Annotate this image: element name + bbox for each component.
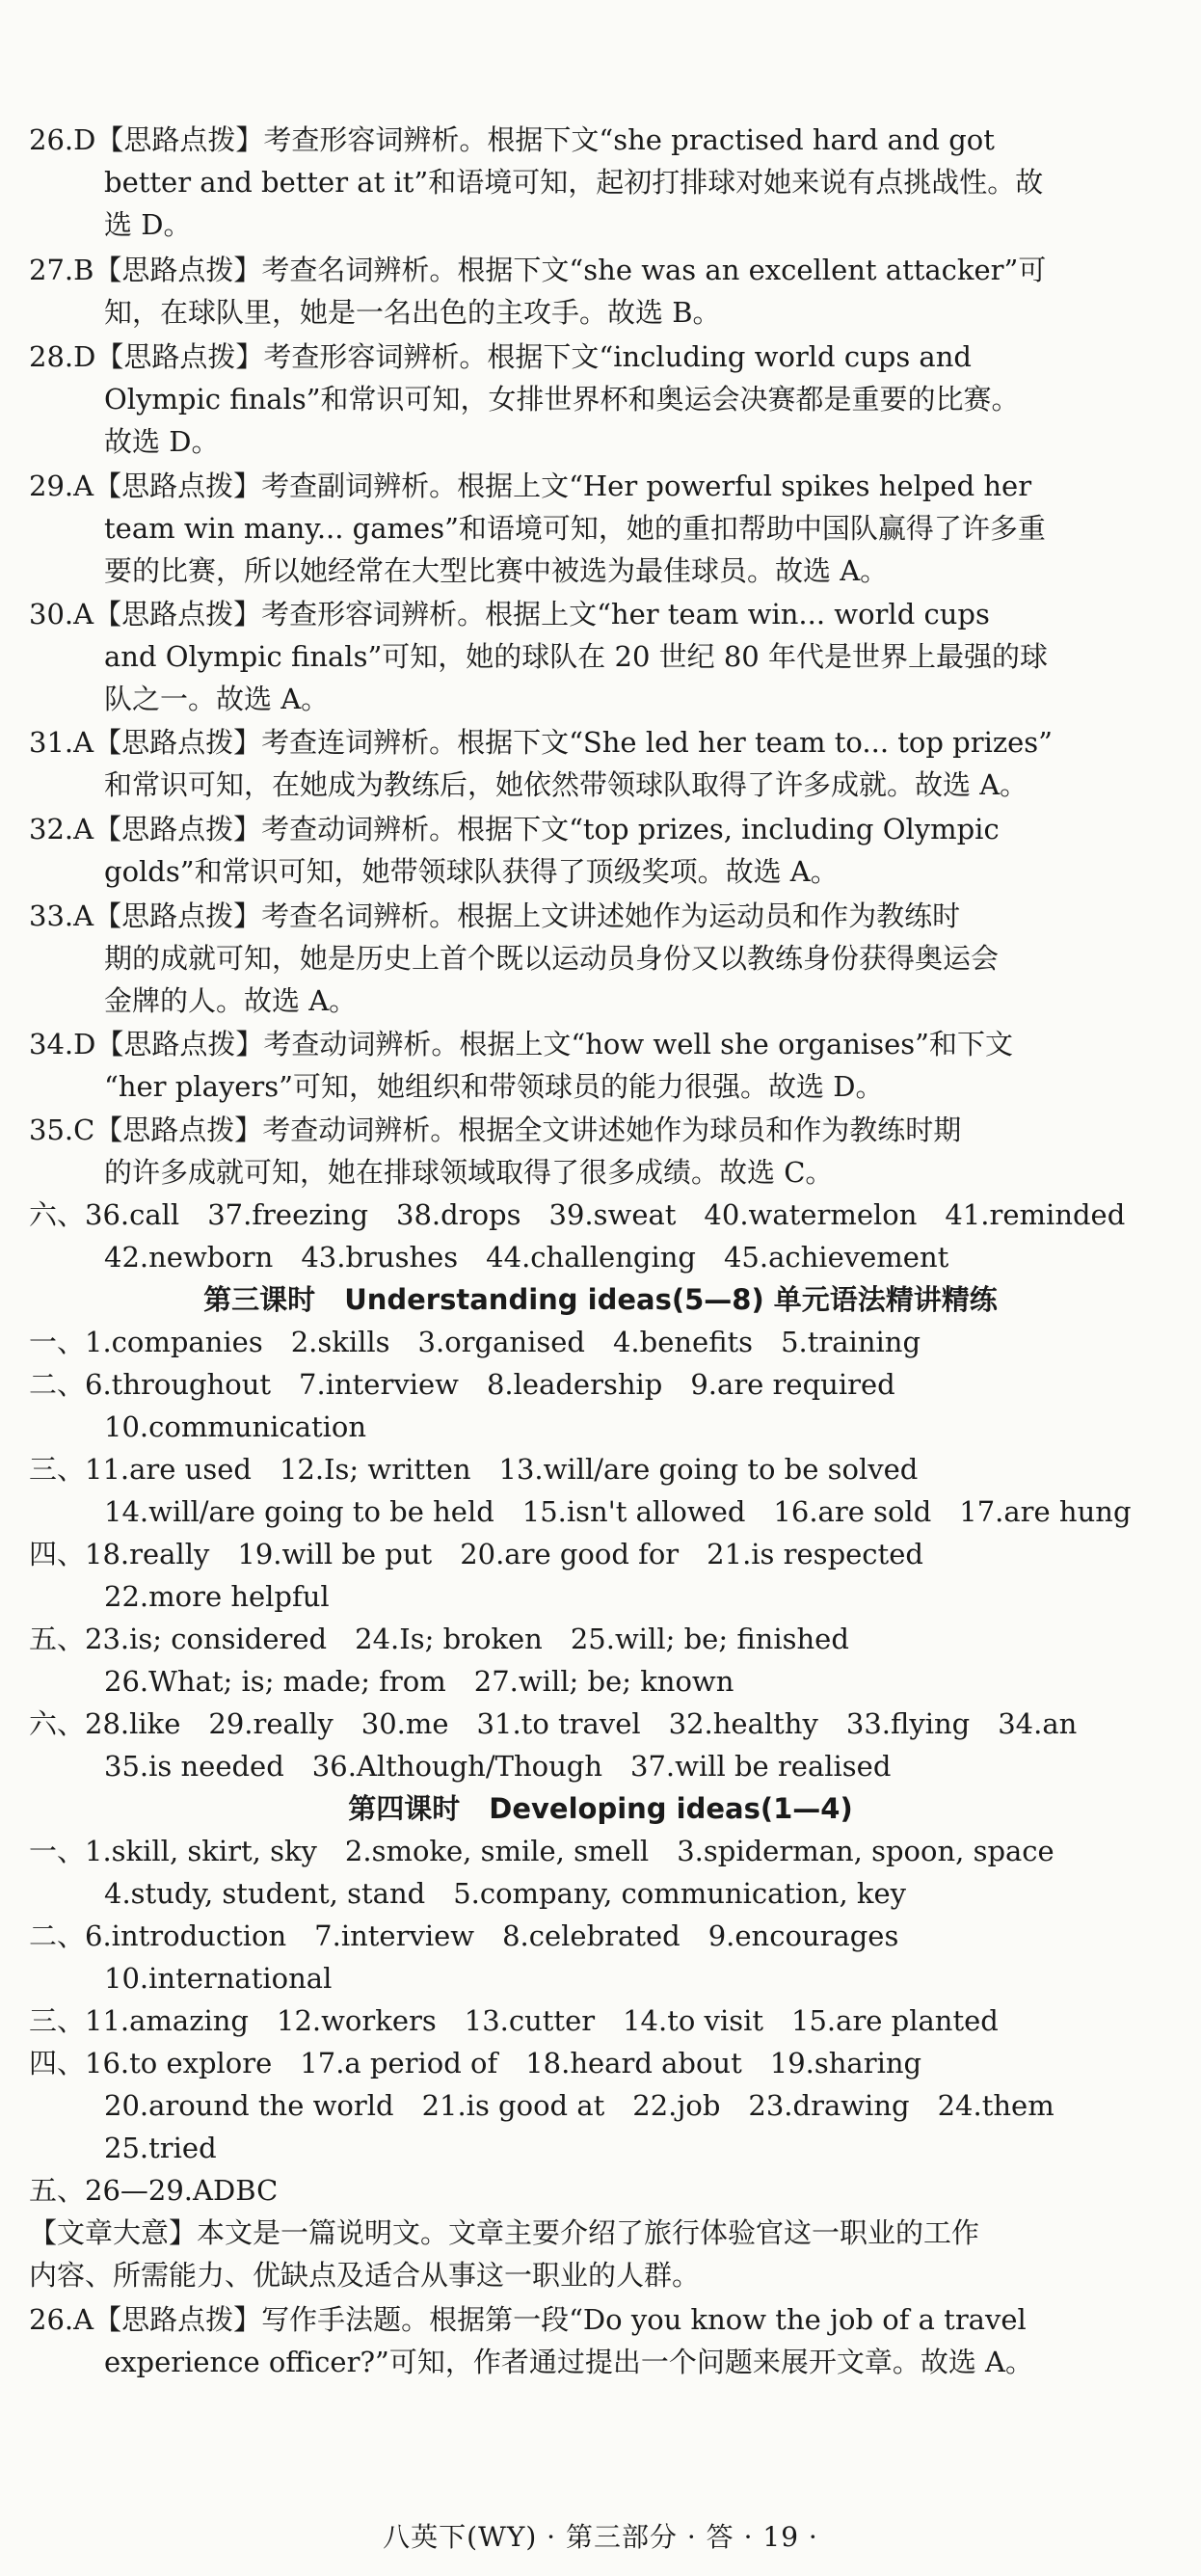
text-line: better and better at it”和语境可知，起初打排球对她来说有点挑战性。故 (104, 166, 1044, 199)
text-line: 六、36.call 37.freezing 38.drops 39.sweat 40.watermelon 41.reminded (29, 1198, 1126, 1231)
text-line: 31.A【思路点拨】考查连词辨析。根据下文“She led her team to... top prizes” (29, 726, 1053, 759)
text-line: 一、1.skill, skirt, sky 2.smoke, smile, smell 3.spiderman, spoon, space (29, 1835, 1054, 1867)
text-line: 42.newborn 43.brushes 44.challenging 45.achievement (104, 1241, 949, 1274)
text-line: 4.study, student, stand 5.company, communication, key (104, 1877, 907, 1910)
text-line: 一、1.companies 2.skills 3.organised 4.benefits 5.training (29, 1326, 921, 1358)
section-heading (0, 1789, 1201, 1828)
text-line: 10.communication (104, 1410, 367, 1443)
text-line: 三、11.are used 12.Is; written 13.will/are going to be solved (29, 1453, 919, 1486)
text-line: 10.international (104, 1962, 333, 1995)
text-line: 选 D。 (104, 208, 192, 241)
text-line: 和常识可知，在她成为教练后，她依然带领球队取得了许多成就。故选 A。 (104, 768, 1028, 801)
text-line: 26.What; is; made; from 27.will; be; known (104, 1665, 734, 1698)
text-line: 32.A【思路点拨】考查动词辨析。根据下文“top prizes, including Olympic (29, 813, 1000, 845)
section-heading (0, 1280, 1201, 1319)
text-line: 30.A【思路点拨】考查形容词辨析。根据上文“her team win... world cups (29, 598, 990, 631)
heading-title: Developing ideas(1—4) (489, 1792, 853, 1825)
text-line: 33.A【思路点拨】考查名词辨析。根据上文讲述她作为运动员和作为教练时 (29, 899, 961, 932)
text-line: 期的成就可知，她是历史上首个既以运动员身份又以教练身份获得奥运会 (104, 942, 1000, 975)
text-line: 29.A【思路点拨】考查副词辨析。根据上文“Her powerful spikes helped her (29, 470, 1032, 502)
text-line: 五、26—29.ADBC (29, 2174, 279, 2207)
text-line: 队之一。故选 A。 (104, 683, 330, 715)
text-line: “her players”可知，她组织和带领球员的能力很强。故选 D。 (104, 1070, 884, 1103)
text-line: 【文章大意】本文是一篇说明文。文章主要介绍了旅行体验官这一职业的工作 (29, 2216, 980, 2249)
text-line: 34.D【思路点拨】考查动词辨析。根据上文“how well she organises”和下文 (29, 1028, 1013, 1060)
text-line: 25.tried (104, 2132, 217, 2164)
text-line: 四、16.to explore 17.a period of 18.heard about 19.sharing (29, 2047, 922, 2080)
text-line: and Olympic finals”可知，她的球队在 20 世纪 80 年代是世界上最强的球 (104, 640, 1048, 673)
text-line: golds”和常识可知，她带领球队获得了顶级奖项。故选 A。 (104, 855, 839, 888)
text-line: 要的比赛，所以她经常在大型比赛中被选为最佳球员。故选 A。 (104, 554, 889, 587)
text-line: Olympic finals”和常识可知，女排世界杯和奥运会决赛都是重要的比赛。 (104, 383, 1020, 416)
text-line: 28.D【思路点拨】考查形容词辨析。根据下文“including world cups and (29, 340, 972, 373)
text-line: 二、6.introduction 7.interview 8.celebrated 9.encourages (29, 1919, 899, 1952)
heading-lesson: 第三课时 (203, 1283, 316, 1316)
text-line: experience officer?”可知，作者通过提出一个问题来展开文章。故选 A。 (104, 2346, 1033, 2378)
text-line: 35.is needed 36.Although/Though 37.will be realised (104, 1750, 892, 1783)
text-line: 内容、所需能力、优缺点及适合从事这一职业的人群。 (29, 2259, 701, 2292)
text-line: 五、23.is; considered 24.Is; broken 25.will; be; finished (29, 1623, 849, 1655)
text-line: 三、11.amazing 12.workers 13.cutter 14.to visit 15.are planted (29, 2004, 999, 2037)
heading-title: Understanding ideas(5—8) 单元语法精讲精练 (344, 1283, 998, 1316)
text-line: team win many... games”和语境可知，她的重扣帮助中国队赢得了许多重 (104, 512, 1046, 545)
text-line: 35.C【思路点拨】考查动词辨析。根据全文讲述她作为球员和作为教练时期 (29, 1114, 962, 1146)
text-line: 的许多成就可知，她在排球领域取得了很多成绩。故选 C。 (104, 1156, 834, 1189)
text-line: 六、28.like 29.really 30.me 31.to travel 32.healthy 33.flying 34.an (29, 1707, 1078, 1740)
text-line: 26.D【思路点拨】考查形容词辨析。根据下文“she practised hard and got (29, 123, 995, 156)
text-line: 26.A【思路点拨】写作手法题。根据第一段“Do you know the job of a travel (29, 2303, 1027, 2336)
heading-lesson: 第四课时 (348, 1792, 461, 1825)
text-line: 27.B【思路点拨】考查名词辨析。根据下文“she was an excellent attacker”可 (29, 254, 1047, 286)
text-line: 22.more helpful (104, 1580, 330, 1613)
text-line: 14.will/are going to be held 15.isn't allowed 16.are sold 17.are hung (104, 1495, 1132, 1528)
text-line: 故选 D。 (104, 425, 220, 458)
page-footer: 八英下(WY) · 第三部分 · 答 · 19 · (383, 2521, 818, 2553)
text-line: 四、18.really 19.will be put 20.are good for 21.is respected (29, 1538, 923, 1570)
text-line: 金牌的人。故选 A。 (104, 984, 358, 1017)
text-line: 20.around the world 21.is good at 22.job 23.drawing 24.them (104, 2089, 1054, 2122)
text-line: 二、6.throughout 7.interview 8.leadership 9.are required (29, 1368, 895, 1401)
text-line: 知，在球队里，她是一名出色的主攻手。故选 B。 (104, 296, 721, 329)
